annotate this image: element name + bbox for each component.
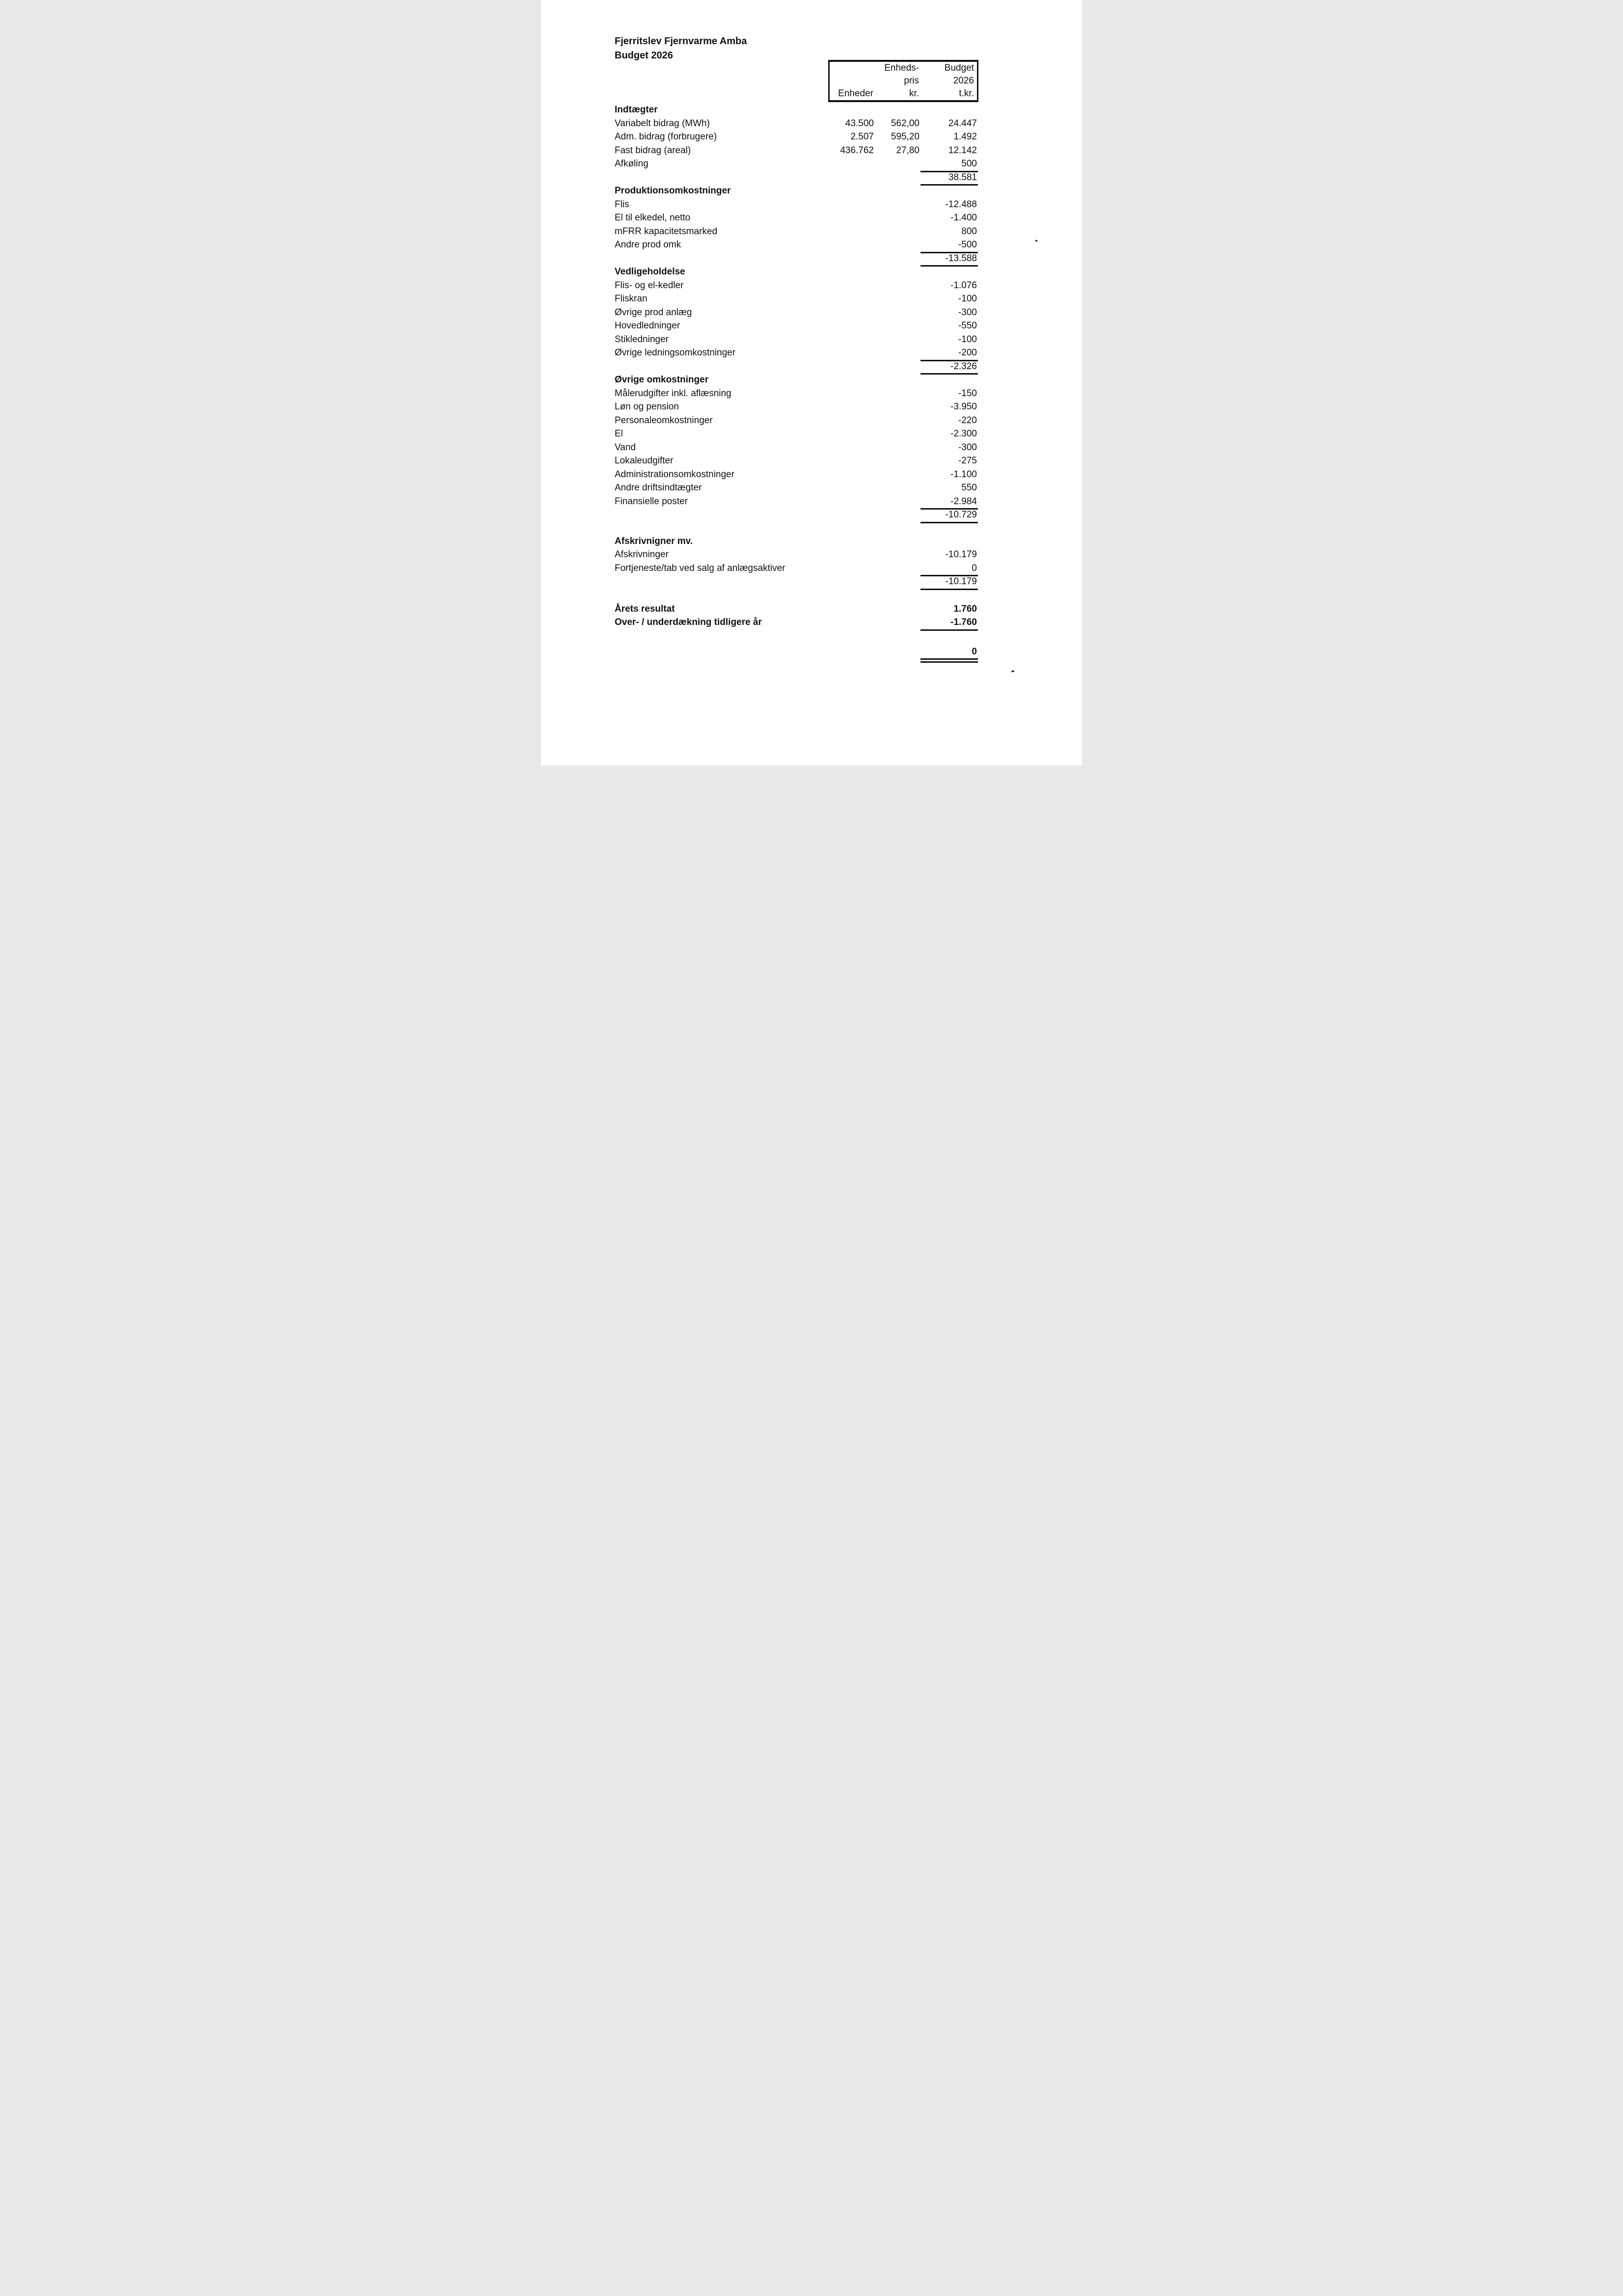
table-row xyxy=(615,130,978,144)
scan-artifact xyxy=(1035,240,1038,242)
cell-enheder xyxy=(828,645,875,663)
table-row xyxy=(615,548,978,562)
cell-tkr xyxy=(920,373,978,387)
row-label xyxy=(615,645,828,663)
table-row xyxy=(615,535,978,548)
cell-tkr: -10.179 xyxy=(920,575,978,590)
cell-enheder xyxy=(828,535,875,548)
row-label: Over- / underdækning tidligere år xyxy=(615,617,762,627)
row-label: Målerudgifter inkl. aflæsning xyxy=(615,388,731,399)
table-row xyxy=(615,117,978,131)
cell-enheder xyxy=(828,454,875,468)
row-label: Indtægter xyxy=(615,105,658,115)
cell-tkr xyxy=(920,535,978,548)
table-row xyxy=(615,387,978,401)
cell-pris xyxy=(875,238,920,253)
cell-pris xyxy=(875,319,920,333)
cell-enheder xyxy=(828,562,875,577)
cell-pris xyxy=(875,602,920,616)
cell-pris xyxy=(875,508,920,523)
table-row xyxy=(615,427,978,441)
row-label: Stikledninger xyxy=(615,334,669,345)
cell-pris xyxy=(875,427,920,441)
cell-enheder xyxy=(828,333,875,347)
row-label xyxy=(615,252,828,267)
row-label xyxy=(615,508,828,523)
cell-tkr: 1.760 xyxy=(953,603,977,614)
cell-tkr: -300 xyxy=(958,307,977,318)
cell-pris xyxy=(875,279,920,293)
header-spacer xyxy=(830,75,875,87)
table-row xyxy=(615,373,978,387)
cell-tkr: -1.400 xyxy=(950,213,977,223)
cell-tkr: -2.300 xyxy=(950,429,977,439)
scan-artifact xyxy=(1011,670,1015,673)
cell-enheder xyxy=(828,495,875,510)
row-label xyxy=(615,575,828,590)
cell-pris xyxy=(875,225,920,239)
table-row xyxy=(615,333,978,347)
row-label xyxy=(615,171,828,186)
cell-pris xyxy=(875,616,920,631)
row-label: Fliskran xyxy=(615,294,648,304)
table-row xyxy=(615,252,978,266)
row-label: Vedligeholdelse xyxy=(615,267,685,277)
cell-pris xyxy=(875,548,920,562)
cell-pris xyxy=(875,373,920,387)
row-label: Fortjeneste/tab ved salg af anlægsaktiver xyxy=(615,563,785,573)
cell-tkr: -13.588 xyxy=(920,252,978,267)
table-row xyxy=(615,481,978,495)
header-unit-price-caption-1: Enheds- xyxy=(884,63,919,73)
cell-enheder xyxy=(828,427,875,441)
cell-tkr: -300 xyxy=(958,442,977,453)
table-row xyxy=(615,319,978,333)
cell-tkr: -100 xyxy=(958,294,977,304)
row-label: Produktionsomkostninger xyxy=(615,186,731,196)
cell-tkr: -550 xyxy=(958,321,977,331)
row-label: Flis- og el-kedler xyxy=(615,280,684,291)
cell-tkr xyxy=(920,184,978,198)
table-row xyxy=(615,184,978,198)
cell-pris xyxy=(875,184,920,198)
cell-pris xyxy=(875,157,920,172)
cell-enheder xyxy=(828,616,875,631)
header-budget-unit: t.kr. xyxy=(959,88,974,99)
row-label: Hovedledninger xyxy=(615,321,680,331)
cell-pris xyxy=(875,414,920,428)
cell-pris xyxy=(875,306,920,320)
cell-tkr xyxy=(920,265,978,279)
cell-pris xyxy=(875,265,920,279)
cell-tkr: -1.076 xyxy=(950,280,977,291)
cell-tkr: 800 xyxy=(961,226,977,237)
table-row xyxy=(615,265,978,279)
cell-tkr: -150 xyxy=(958,388,977,399)
cell-tkr: -2.984 xyxy=(920,495,978,510)
table-row xyxy=(615,441,978,455)
cell-pris xyxy=(875,198,920,212)
cell-tkr: -2.326 xyxy=(920,360,978,375)
cell-pris xyxy=(875,400,920,414)
cell-enheder xyxy=(828,360,875,375)
cell-pris xyxy=(875,562,920,577)
row-label xyxy=(615,360,828,375)
cell-enheder xyxy=(828,225,875,239)
cell-enheder xyxy=(828,548,875,562)
cell-tkr: 24.447 xyxy=(948,118,977,129)
cell-pris: 562,00 xyxy=(891,118,920,129)
row-label: El til elkedel, netto xyxy=(615,213,691,223)
cell-enheder xyxy=(828,265,875,279)
cell-enheder xyxy=(828,508,875,523)
table-row xyxy=(615,171,978,185)
cell-pris xyxy=(875,211,920,225)
row-label: Finansielle poster xyxy=(615,496,688,507)
row-label: Afkøling xyxy=(615,159,649,169)
cell-pris xyxy=(875,441,920,455)
cell-pris xyxy=(875,346,920,361)
cell-pris xyxy=(875,645,920,663)
cell-pris xyxy=(875,171,920,186)
cell-pris xyxy=(875,468,920,482)
cell-tkr: 0 xyxy=(920,562,978,577)
table-row xyxy=(615,279,978,293)
cell-tkr xyxy=(920,103,978,117)
cell-enheder xyxy=(828,400,875,414)
cell-enheder xyxy=(828,171,875,186)
cell-enheder xyxy=(828,238,875,253)
header-price-unit: kr. xyxy=(909,88,919,99)
table-row xyxy=(615,400,978,414)
cell-tkr: 38.581 xyxy=(920,171,978,186)
cell-enheder xyxy=(828,373,875,387)
cell-enheder xyxy=(828,319,875,333)
table-row xyxy=(615,645,978,659)
scanned-budget-page xyxy=(541,0,1082,765)
title-company: Fjerritslev Fjernvarme Amba xyxy=(615,36,747,47)
cell-pris xyxy=(875,252,920,267)
cell-pris xyxy=(875,575,920,590)
table-row xyxy=(615,454,978,468)
budget-table xyxy=(615,103,978,658)
row-label: Løn og pension xyxy=(615,402,679,412)
cell-enheder xyxy=(828,198,875,212)
cell-enheder xyxy=(828,346,875,361)
row-label: Øvrige prod anlæg xyxy=(615,307,692,318)
row-label: Adm. bidrag (forbrugere) xyxy=(615,132,717,142)
cell-tkr: 500 xyxy=(920,157,978,172)
cell-pris xyxy=(875,292,920,306)
cell-pris xyxy=(875,454,920,468)
cell-enheder xyxy=(828,387,875,401)
row-label: Andre driftsindtægter xyxy=(615,483,702,493)
row-label: mFRR kapacitetsmarked xyxy=(615,226,718,237)
cell-tkr: 550 xyxy=(961,483,977,493)
cell-tkr: -10.179 xyxy=(945,549,977,560)
table-row xyxy=(615,575,978,589)
cell-pris: 595,20 xyxy=(891,132,920,142)
cell-enheder xyxy=(828,441,875,455)
cell-tkr: 0 xyxy=(920,645,978,663)
table-row xyxy=(615,238,978,252)
table-row xyxy=(615,211,978,225)
cell-tkr: 12.142 xyxy=(948,145,977,156)
cell-enheder xyxy=(828,468,875,482)
cell-enheder xyxy=(828,103,875,117)
cell-tkr: -1.100 xyxy=(950,469,977,480)
row-label: Flis xyxy=(615,199,629,210)
table-row xyxy=(615,306,978,320)
table-row xyxy=(615,562,978,575)
cell-tkr: -1.760 xyxy=(920,616,978,631)
cell-enheder xyxy=(828,292,875,306)
table-row xyxy=(615,602,978,616)
table-row xyxy=(615,360,978,374)
row-label: Øvrige omkostninger xyxy=(615,375,709,385)
table-row xyxy=(615,508,978,522)
cell-enheder xyxy=(828,306,875,320)
cell-enheder xyxy=(828,575,875,590)
row-label: El xyxy=(615,429,623,439)
cell-tkr: -100 xyxy=(958,334,977,345)
table-row xyxy=(615,198,978,212)
cell-pris: 27,80 xyxy=(896,145,920,156)
cell-enheder xyxy=(828,481,875,495)
cell-tkr: -275 xyxy=(958,456,977,466)
cell-enheder xyxy=(828,184,875,198)
row-label: Lokaleudgifter xyxy=(615,456,674,466)
row-label: Årets resultat xyxy=(615,603,675,614)
cell-enheder xyxy=(828,279,875,293)
cell-tkr: 1.492 xyxy=(953,132,977,142)
row-label: Afskrivnigner mv. xyxy=(615,536,693,546)
table-row xyxy=(615,414,978,428)
cell-pris xyxy=(875,535,920,548)
header-units-caption: Enheder xyxy=(838,88,873,99)
cell-tkr: -220 xyxy=(958,415,977,426)
row-label: Fast bidrag (areal) xyxy=(615,145,691,156)
header-budget-caption-1: Budget xyxy=(944,63,974,73)
row-label: Andre prod omk xyxy=(615,240,681,250)
cell-pris xyxy=(875,495,920,510)
cell-enheder xyxy=(828,252,875,267)
cell-pris xyxy=(875,333,920,347)
cell-enheder: 43.500 xyxy=(845,118,874,129)
row-label: Vand xyxy=(615,442,636,453)
header-budget-caption-2: 2026 xyxy=(953,76,974,86)
header-unit-price-caption-2: pris xyxy=(904,76,919,86)
document-title xyxy=(615,34,747,63)
cell-tkr: -3.950 xyxy=(950,402,977,412)
title-budget-year: Budget 2026 xyxy=(615,50,673,61)
row-label: Variabelt bidrag (MWh) xyxy=(615,118,710,129)
row-label: Administrationsomkostninger xyxy=(615,469,734,480)
cell-enheder: 2.507 xyxy=(850,132,874,142)
table-row xyxy=(615,346,978,360)
table-row xyxy=(615,103,978,117)
cell-enheder xyxy=(828,157,875,172)
table-row xyxy=(615,225,978,239)
row-label: Personaleomkostninger xyxy=(615,415,713,426)
table-row xyxy=(615,157,978,171)
cell-enheder: 436.762 xyxy=(840,145,874,156)
table-row xyxy=(615,292,978,306)
table-header-box xyxy=(828,60,978,102)
row-label: Øvrige ledningsomkostninger xyxy=(615,348,736,358)
cell-tkr: -200 xyxy=(920,346,978,361)
cell-tkr: -10.729 xyxy=(920,508,978,523)
cell-pris xyxy=(875,360,920,375)
cell-enheder xyxy=(828,414,875,428)
cell-tkr: -500 xyxy=(920,238,978,253)
cell-tkr: -12.488 xyxy=(945,199,977,210)
row-label: Afskrivninger xyxy=(615,549,669,560)
header-spacer xyxy=(830,62,875,75)
cell-enheder xyxy=(828,602,875,616)
cell-pris xyxy=(875,481,920,495)
table-row xyxy=(615,468,978,482)
cell-pris xyxy=(875,103,920,117)
table-row xyxy=(615,495,978,509)
cell-pris xyxy=(875,387,920,401)
table-row xyxy=(615,616,978,629)
cell-enheder xyxy=(828,211,875,225)
table-row xyxy=(615,144,978,158)
